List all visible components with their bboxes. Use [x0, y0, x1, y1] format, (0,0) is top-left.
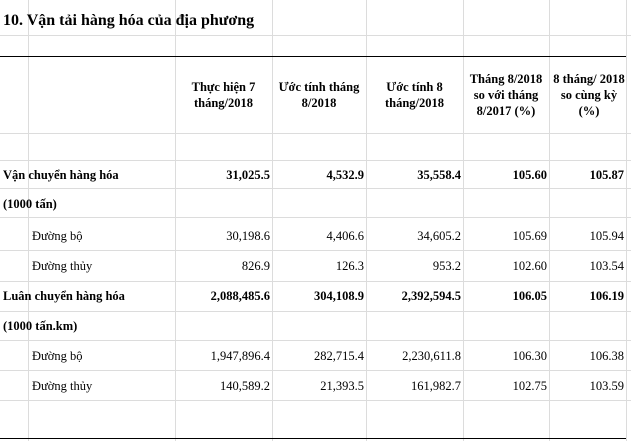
row-label: Đường bộ — [32, 229, 83, 243]
table-cell: 106.38 — [589, 349, 624, 363]
grid-line — [0, 370, 631, 371]
column-header: Ước tính tháng 8/2018 — [278, 80, 360, 110]
grid-line — [626, 0, 627, 441]
grid-line — [0, 340, 631, 341]
table-cell: 2,088,485.6 — [210, 289, 270, 303]
table-cell: 161,982.7 — [411, 379, 461, 393]
table-cell: 2,230,611.8 — [402, 349, 461, 363]
row-label: Đường thủy — [32, 379, 93, 393]
table-cell: 31,025.5 — [226, 168, 270, 182]
column-header: Ước tính 8 tháng/2018 — [384, 80, 445, 110]
table-cell: 105.94 — [589, 229, 624, 243]
table-cell: 106.19 — [589, 289, 624, 303]
row-unit-label: (1000 tấn.km) — [3, 319, 78, 333]
column-header: 8 tháng/ 2018 so cùng kỳ (%) — [553, 72, 625, 118]
table-cell: 34,605.2 — [417, 229, 461, 243]
grid-line — [0, 217, 631, 218]
column-header: Thực hiện 7 tháng/2018 — [191, 80, 256, 110]
row-label: Luân chuyển hàng hóa — [3, 289, 125, 303]
table-cell: 282,715.4 — [314, 349, 364, 363]
table-cell: 953.2 — [432, 259, 461, 273]
grid-line — [0, 250, 631, 251]
grid-line — [0, 311, 631, 312]
row-label: Đường thủy — [32, 259, 93, 273]
column-header: Tháng 8/2018 so với tháng 8/2017 (%) — [469, 72, 543, 118]
table-cell: 35,558.4 — [417, 168, 461, 182]
row-label: Vận chuyển hàng hóa — [3, 168, 119, 182]
table-cell: 103.59 — [589, 379, 624, 393]
table-cell: 30,198.6 — [226, 229, 270, 243]
table-cell: 105.69 — [512, 229, 547, 243]
row-label: Đường bộ — [32, 349, 83, 363]
table-cell: 21,393.5 — [320, 379, 364, 393]
table-cell: 105.60 — [512, 168, 547, 182]
row-unit-label: (1000 tấn) — [3, 197, 57, 211]
table-cell: 826.9 — [241, 259, 270, 273]
table-cell: 126.3 — [335, 259, 364, 273]
table-bottom-rule — [0, 438, 626, 439]
table-cell: 304,108.9 — [314, 289, 364, 303]
table-cell: 102.75 — [512, 379, 547, 393]
grid-line — [0, 133, 631, 134]
table-cell: 4,406.6 — [326, 229, 364, 243]
table-top-rule — [0, 56, 626, 57]
table-title: 10. Vận tải hàng hóa của địa phương — [3, 12, 255, 29]
table-cell: 106.05 — [512, 289, 547, 303]
table-cell: 4,532.9 — [326, 168, 364, 182]
table-cell: 103.54 — [589, 259, 624, 273]
table-cell: 105.87 — [589, 168, 624, 182]
table-cell: 140,589.2 — [220, 379, 270, 393]
grid-line — [0, 35, 631, 36]
table-cell: 1,947,896.4 — [210, 349, 270, 363]
grid-line — [28, 0, 29, 441]
table-cell: 2,392,594.5 — [401, 289, 461, 303]
grid-line — [0, 400, 631, 401]
table-cell: 106.30 — [512, 349, 547, 363]
table-cell: 102.60 — [512, 259, 547, 273]
